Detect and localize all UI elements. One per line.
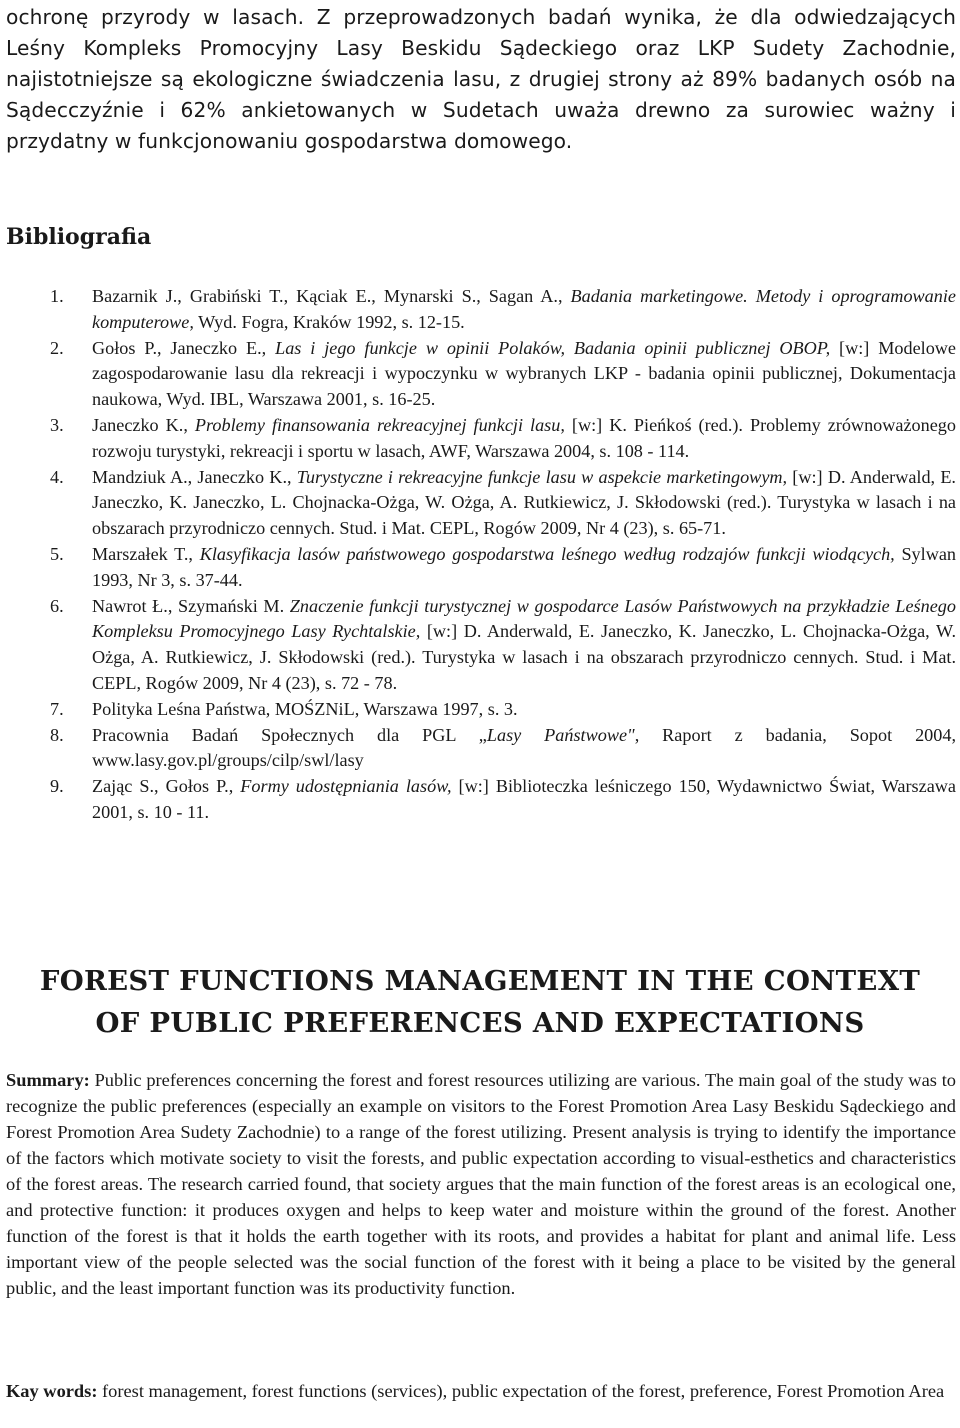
entry-title: Problemy finansowania rekreacyjnej funkcji lasu, <box>194 414 565 435</box>
entry-publication: [w:] Biblioteczka leśniczego 150, Wydawnictwo Świat, Warszawa 2001, s. 10 - 11. <box>92 776 956 822</box>
entry-publication: [w:] D. Anderwald, E. Janeczko, K. Janeczko, L. Chojnacka-Ożga, W. Ożga, A. Rutkiewicz, J. Skłodowski (red.). Turystyka w lasach i na obszarach przyrodniczo cennych. Stud. i Mat. CEPL, Rogów 2009, Nr 4 (23), s. 72 - 78. <box>92 621 956 693</box>
bibliography-entry <box>50 774 956 826</box>
entry-publication: [w:] D. Anderwald, E. Janeczko, K. Janeczko, L. Chojnacka-Ożga, W. Ożga, A. Rutkiewicz, J. Skłodowski (red.). Turystyka w lasach i na obszarach przyrodniczo cennych. Stud. i Mat. CEPL, Rogów 2009, Nr 4 (23), s. 65-71. <box>92 466 956 539</box>
entry-publication: Wyd. Fogra, Kraków 1992, s. 12-15. <box>193 311 465 332</box>
entry-title: Formy udostępniania lasów, <box>240 776 452 797</box>
bibliography-heading: Bibliografia <box>6 224 152 250</box>
entry-authors: Gołos P., Janeczko E., <box>92 337 276 358</box>
intro-paragraph: ochronę przyrody w lasach. Z przeprowadzonych badań wynika, że dla odwiedzających Leśny Kompleks Promocyjny Lasy Beskidu Sądeckiego oraz LKP Sudety Zachodnie, najistotniejsze są ekologiczne świadczenia lasu, z drugiej strony aż 89% badanych osób na Sądecczyźnie i 62% ankietowanych w Sudetach uważa drewno za surowiec ważny i przydatny w funkcjonowaniu gospodarstwa domowego. <box>6 5 956 153</box>
english-title-line-1: FOREST FUNCTIONS MANAGEMENT IN THE CONTEXT <box>39 965 921 997</box>
keywords-label: Kay words: <box>6 1381 98 1401</box>
bibliography-entry <box>50 465 956 542</box>
entry-authors: Nawrot Ł., Szymański M. <box>92 595 290 616</box>
english-title <box>0 960 960 1044</box>
entry-title: Turystyczne i rekreacyjne funkcje lasu w aspekcie marketingowym, <box>296 466 788 487</box>
entry-number: 5. <box>50 543 64 564</box>
entry-title: Badania marketingowe. Metody i oprogramowanie komputerowe, <box>92 286 956 332</box>
entry-number: 7. <box>50 698 64 719</box>
english-title-line-2: OF PUBLIC PREFERENCES AND EXPECTATIONS <box>95 1007 865 1039</box>
bibliography-entry <box>50 284 956 336</box>
entry-publication: , Raport z badania, Sopot 2004, www.lasy.gov.pl/groups/cilp/swl/lasy <box>92 724 957 771</box>
entry-title: Lasy Państwowe" <box>486 724 635 745</box>
entry-authors: Zając S., Gołos P., <box>92 776 241 797</box>
bibliography-entry <box>50 697 956 723</box>
entry-authors: Bazarnik J., Grabiński T., Kąciak E., Mynarski S., Sagan A., <box>92 286 571 306</box>
bibliography-list <box>50 284 956 826</box>
entry-number: 1. <box>50 286 64 306</box>
entry-title: Znaczenie funkcji turystycznej w gospodarce Lasów Państwowych na przykładzie Leśnego Kompleksu Promocyjnego Lasy Rychtalskie, <box>92 595 956 642</box>
entry-number: 9. <box>50 776 64 797</box>
keywords-text: forest management, forest functions (services), public expectation of the forest, preference, Forest Promotion Area <box>97 1381 945 1401</box>
entry-number: 2. <box>50 337 64 358</box>
entry-title: Klasyfikacja lasów państwowego gospodarstwa leśnego według rodzajów funkcji wiodących, <box>199 543 895 564</box>
entry-number: 4. <box>50 466 64 487</box>
entry-publication: [w:] Modelowe zagospodarowanie lasu dla rekreacji i wypoczynku w wybranych LKP - badania opinii publicznej, Dokumentacja naukowa, Wyd. IBL, Warszawa 2001, s. 16-25. <box>92 337 956 410</box>
entry-title: Las i jego funkcje w opinii Polaków, Badania opinii publicznej OBOP, <box>275 337 831 358</box>
bibliography-entry <box>50 594 956 697</box>
keywords-paragraph <box>6 1378 956 1404</box>
entry-authors: Pracownia Badań Społecznych dla PGL „ <box>92 724 487 745</box>
bibliography-entry <box>50 723 956 775</box>
bibliography-entry <box>50 413 956 465</box>
summary-paragraph <box>6 1067 956 1301</box>
entry-authors: Janeczko K., <box>92 414 195 435</box>
entry-number: 6. <box>50 595 64 616</box>
entry-number: 8. <box>50 724 64 745</box>
entry-authors: Polityka Leśna Państwa, MOŚZNiL, Warszawa 1997, s. 3. <box>92 698 518 719</box>
bibliography-entry <box>50 336 956 413</box>
bibliography-entry <box>50 542 956 594</box>
entry-number: 3. <box>50 414 64 435</box>
entry-authors: Mandziuk A., Janeczko K., <box>92 466 297 487</box>
entry-authors: Marszałek T., <box>92 543 200 564</box>
entry-publication: Sylwan 1993, Nr 3, s. 37-44. <box>92 543 956 590</box>
summary-label: Summary: <box>6 1070 90 1090</box>
summary-text: Public preferences concerning the forest and forest resources utilizing are various. The main goal of the study was to recognize the public preferences (especially an example on visitors to the Forest Promotion Area Lasy Beskidu Sądeckiego and Forest Promotion Area Sudety Zachodnie) to a range of the forest utilizing. Present analysis is trying to identify the importance of the factors which motivate society to visit the forests, and public expectation according to visual-esthetics and characteristics of the forest areas. The research carried found, that society argues that the main function of the forest areas is an ecological one, and protective function: it produces oxygen and helps to keep water and moisture within the ground of the forest. Another function of the forest is that it holds the earth together with its roots, and provides a habitat for plant and animal life. Less important view of the people selected was the social function of the forest with it being a place to be visited by the general public, and the least important function was its productivity function. <box>6 1070 956 1298</box>
entry-publication: [w:] K. Pieńkoś (red.). Problemy zrównoważonego rozwoju turystyki, rekreacji i sportu w lasach, AWF, Warszawa 2004, s. 108 - 114. <box>92 414 956 461</box>
